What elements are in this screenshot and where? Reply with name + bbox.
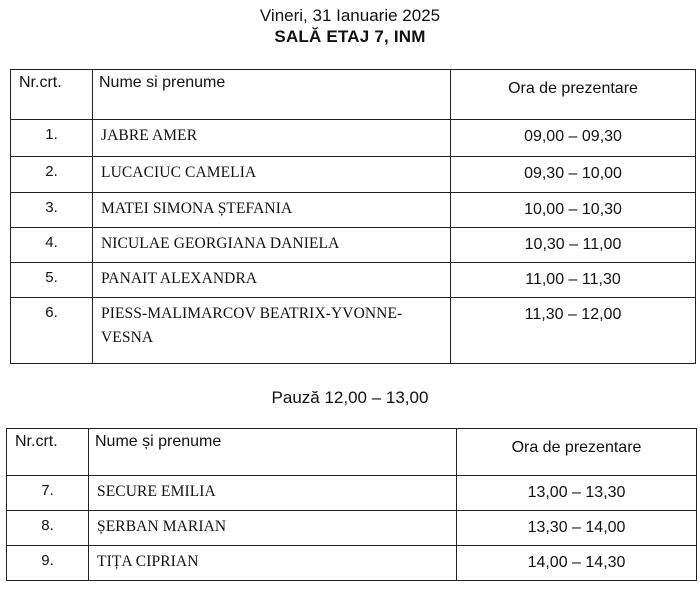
table-header-row xyxy=(11,70,696,120)
time-slot: 09,30 – 10,00 xyxy=(451,157,696,193)
row-number: 1. xyxy=(11,120,93,157)
candidate-name: LUCACIUC CAMELIA xyxy=(93,157,451,193)
row-number: 5. xyxy=(11,263,93,298)
candidate-name: PANAIT ALEXANDRA xyxy=(93,263,451,298)
row-number: 6. xyxy=(11,298,93,364)
time-slot: 14,00 – 14,30 xyxy=(457,546,697,581)
candidate-name: TIȚA CIPRIAN xyxy=(89,546,457,581)
time-slot: 10,00 – 10,30 xyxy=(451,193,696,228)
candidate-name: MATEI SIMONA ȘTEFANIA xyxy=(93,193,451,228)
table-row xyxy=(11,298,696,364)
date-heading: Vineri, 31 Ianuarie 2025 xyxy=(259,6,441,25)
time-slot: 10,30 – 11,00 xyxy=(451,228,696,263)
table-row xyxy=(7,511,697,546)
table-row xyxy=(11,263,696,298)
pause-label: Pauză 12,00 – 13,00 xyxy=(271,388,429,407)
candidate-name: NICULAE GEORGIANA DANIELA xyxy=(93,228,451,263)
row-number: 8. xyxy=(7,511,89,546)
time-slot: 11,00 – 11,30 xyxy=(451,263,696,298)
column-header-nr: Nr.crt. xyxy=(11,70,93,120)
time-slot: 13,30 – 14,00 xyxy=(457,511,697,546)
candidate-name: JABRE AMER xyxy=(93,120,451,157)
row-number: 2. xyxy=(11,157,93,193)
column-header-name: Nume și prenume xyxy=(89,429,457,476)
column-header-nr: Nr.crt. xyxy=(7,429,89,476)
table-row xyxy=(11,193,696,228)
table-row xyxy=(11,120,696,157)
table-row xyxy=(11,228,696,263)
candidate-name xyxy=(93,298,451,364)
schedule-table-afternoon xyxy=(6,428,697,581)
table-header-row xyxy=(7,429,697,476)
time-slot: 09,00 – 09,30 xyxy=(451,120,696,157)
candidate-name: SECURE EMILIA xyxy=(89,476,457,511)
room-heading: SALĂ ETAJ 7, INM xyxy=(274,27,426,46)
row-number: 3. xyxy=(11,193,93,228)
table-row xyxy=(7,546,697,581)
time-slot: 13,00 – 13,30 xyxy=(457,476,697,511)
candidate-name-line1: PIESS-MALIMARCOV BEATRIX-YVONNE- xyxy=(101,305,403,322)
column-header-time: Ora de prezentare xyxy=(451,70,696,120)
table-row xyxy=(11,157,696,193)
candidate-name: ȘERBAN MARIAN xyxy=(89,511,457,546)
time-slot: 11,30 – 12,00 xyxy=(451,298,696,364)
candidate-name-line2: VESNA xyxy=(101,329,154,346)
row-number: 4. xyxy=(11,228,93,263)
column-header-name: Nume si prenume xyxy=(93,70,451,120)
schedule-table-morning xyxy=(10,69,696,364)
column-header-time: Ora de prezentare xyxy=(457,429,697,476)
table-row xyxy=(7,476,697,511)
row-number: 7. xyxy=(7,476,89,511)
row-number: 9. xyxy=(7,546,89,581)
